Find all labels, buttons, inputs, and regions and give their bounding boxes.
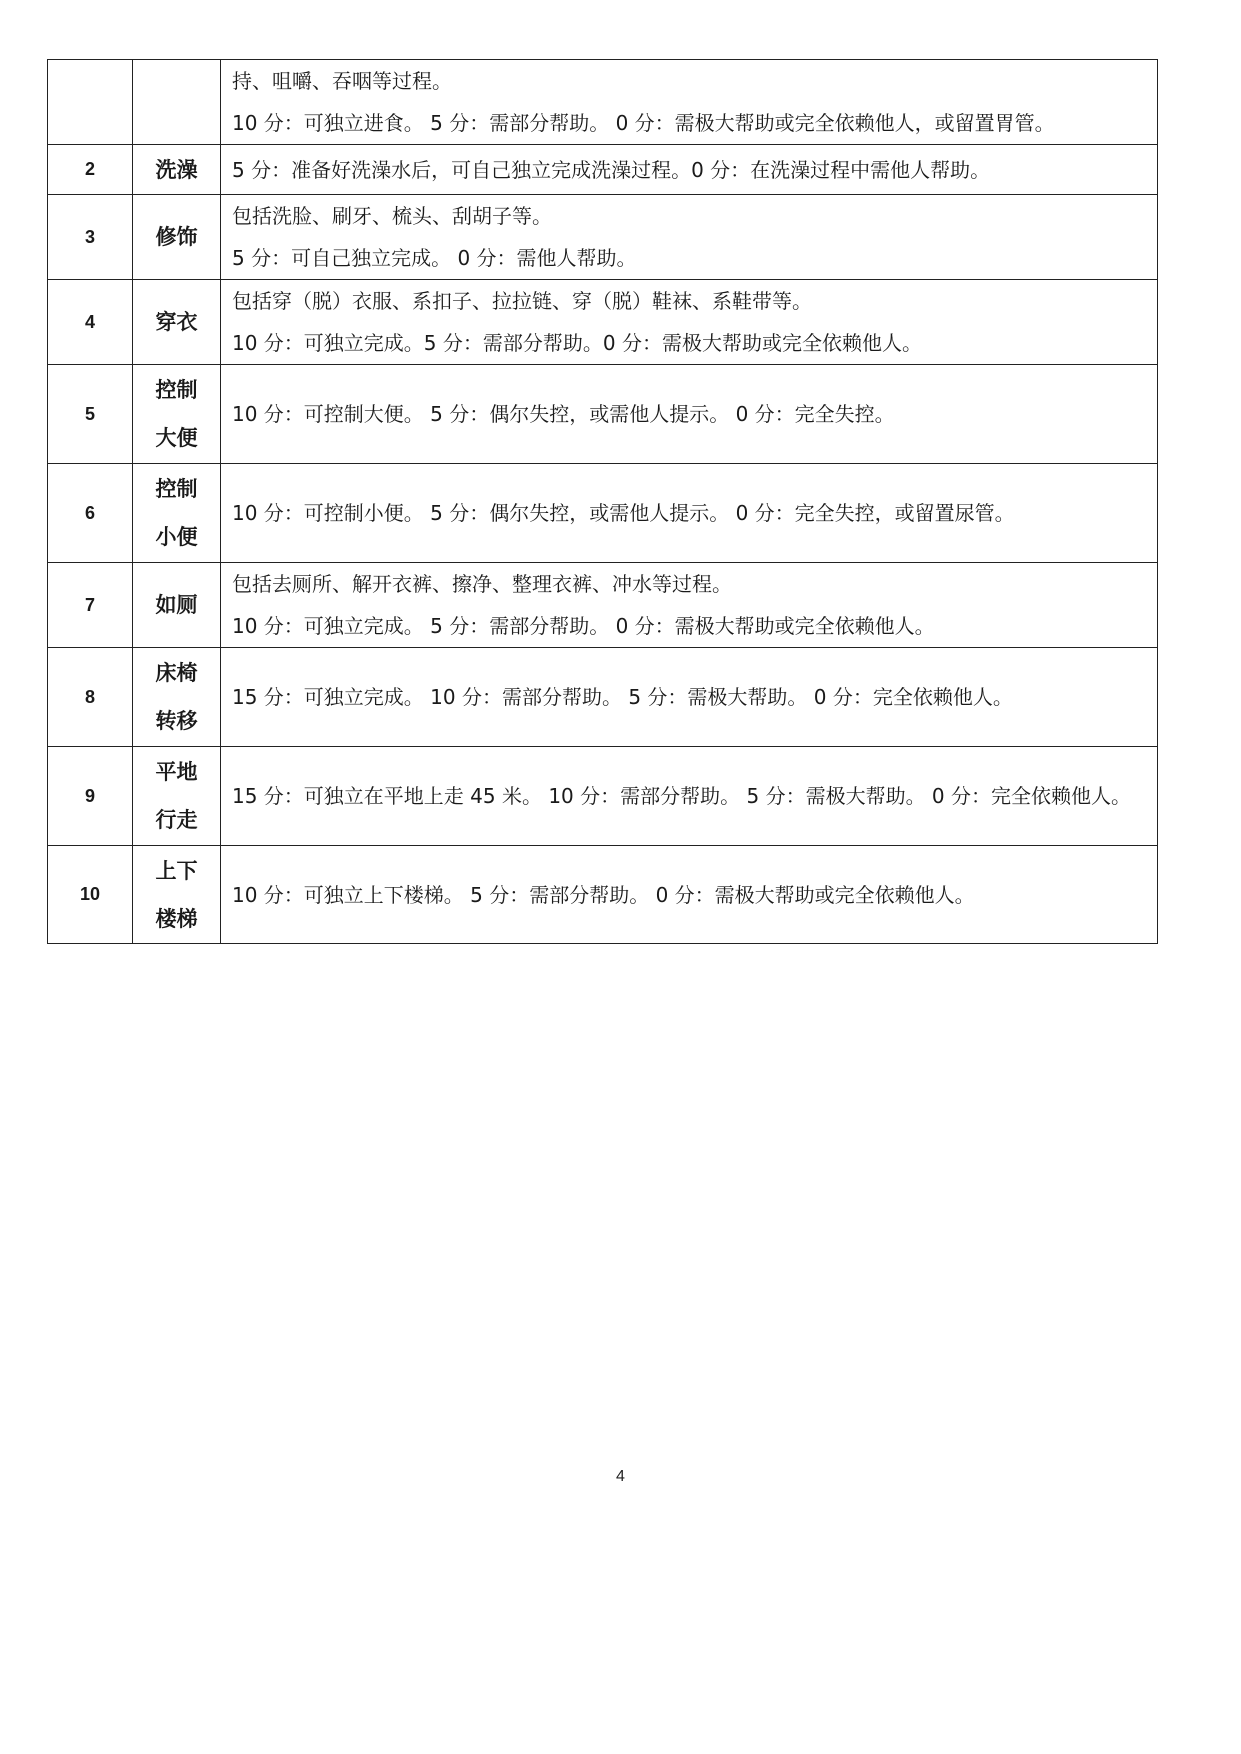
item-label: 控制 (155, 378, 198, 402)
description-line: 10 分：可独立完成。 5 分：需部分帮助。 0 分：需极大帮助或完全依赖他人。 (232, 614, 935, 638)
row-item (133, 648, 221, 747)
description-line: 包括洗脸、刷牙、梳头、刮胡子等。 (232, 204, 552, 228)
row-description (221, 280, 1158, 365)
row-item (133, 747, 221, 846)
row-number: 8 (48, 648, 133, 747)
row-number: 3 (48, 195, 133, 280)
row-number: 2 (48, 145, 133, 195)
item-label: 大便 (155, 426, 198, 450)
row-item (133, 60, 221, 145)
row-item (133, 145, 221, 195)
description-line: 10 分：可控制大便。 5 分：偶尔失控，或需他人提示。 0 分：完全失控。 (232, 402, 895, 426)
item-label: 穿衣 (155, 310, 198, 334)
row-item (133, 846, 221, 944)
item-label: 如厕 (155, 593, 198, 617)
row-number: 5 (48, 365, 133, 464)
row-description (221, 747, 1158, 846)
description-line: 10 分：可独立完成。5 分：需部分帮助。0 分：需极大帮助或完全依赖他人。 (232, 331, 922, 355)
item-label: 修饰 (155, 225, 198, 249)
item-label: 平地 (155, 760, 198, 784)
row-item (133, 365, 221, 464)
description-line: 包括穿（脱）衣服、系扣子、拉拉链、穿（脱）鞋袜、系鞋带等。 (232, 289, 812, 313)
item-label: 床椅 (155, 661, 198, 685)
description-line: 10 分：可控制小便。 5 分：偶尔失控，或需他人提示。 0 分：完全失控，或留置尿管。 (232, 501, 1015, 525)
row-number (48, 60, 133, 145)
item-label: 小便 (155, 525, 198, 549)
row-item (133, 195, 221, 280)
table-row (48, 145, 1158, 195)
item-label: 行走 (155, 808, 198, 832)
table-row (48, 747, 1158, 846)
row-description (221, 648, 1158, 747)
table-row (48, 648, 1158, 747)
item-label: 楼梯 (155, 906, 198, 931)
description-line: 10 分：可独立进食。 5 分：需部分帮助。 0 分：需极大帮助或完全依赖他人，或留置胃管。 (232, 111, 1055, 135)
row-item (133, 280, 221, 365)
row-description (221, 195, 1158, 280)
table-row (48, 280, 1158, 365)
description-line: 15 分：可独立完成。 10 分：需部分帮助。 5 分：需极大帮助。 0 分：完全依赖他人。 (232, 685, 1013, 709)
table-row (48, 60, 1158, 145)
row-number: 9 (48, 747, 133, 846)
table-row (48, 846, 1158, 944)
table-row (48, 365, 1158, 464)
description-text: 15 分：可独立在平地上走 45 米。 10 分：需部分帮助。 5 分：需极大帮助。 0 分：完全依赖他人。 (232, 784, 1132, 808)
row-number: 4 (48, 280, 133, 365)
row-number: 6 (48, 464, 133, 563)
row-description (221, 846, 1158, 944)
row-item (133, 464, 221, 563)
table-row (48, 195, 1158, 280)
item-label: 控制 (155, 477, 198, 501)
item-label: 转移 (155, 709, 198, 733)
description-line: 5 分：准备好洗澡水后，可自己独立完成洗澡过程。0 分：在洗澡过程中需他人帮助。 (232, 157, 991, 182)
item-label: 洗澡 (155, 157, 198, 182)
table-body (48, 60, 1158, 944)
description-line: 5 分：可自己独立完成。 0 分：需他人帮助。 (232, 246, 637, 270)
row-number: 7 (48, 563, 133, 648)
table-row (48, 563, 1158, 648)
adl-scoring-table (47, 59, 1158, 944)
row-description (221, 60, 1158, 145)
description-line: 包括去厕所、解开衣裤、擦净、整理衣裤、冲水等过程。 (232, 572, 732, 596)
row-item (133, 563, 221, 648)
page-number: 4 (616, 1468, 625, 1485)
description-line: 持、咀嚼、吞咽等过程。 (232, 69, 452, 93)
row-description (221, 464, 1158, 563)
row-number: 10 (48, 846, 133, 944)
table-row (48, 464, 1158, 563)
description-line: 10 分：可独立上下楼梯。 5 分：需部分帮助。 0 分：需极大帮助或完全依赖他人。 (232, 882, 975, 907)
row-description (221, 145, 1158, 195)
item-label: 上下 (155, 858, 198, 883)
row-description (221, 365, 1158, 464)
row-description (221, 563, 1158, 648)
